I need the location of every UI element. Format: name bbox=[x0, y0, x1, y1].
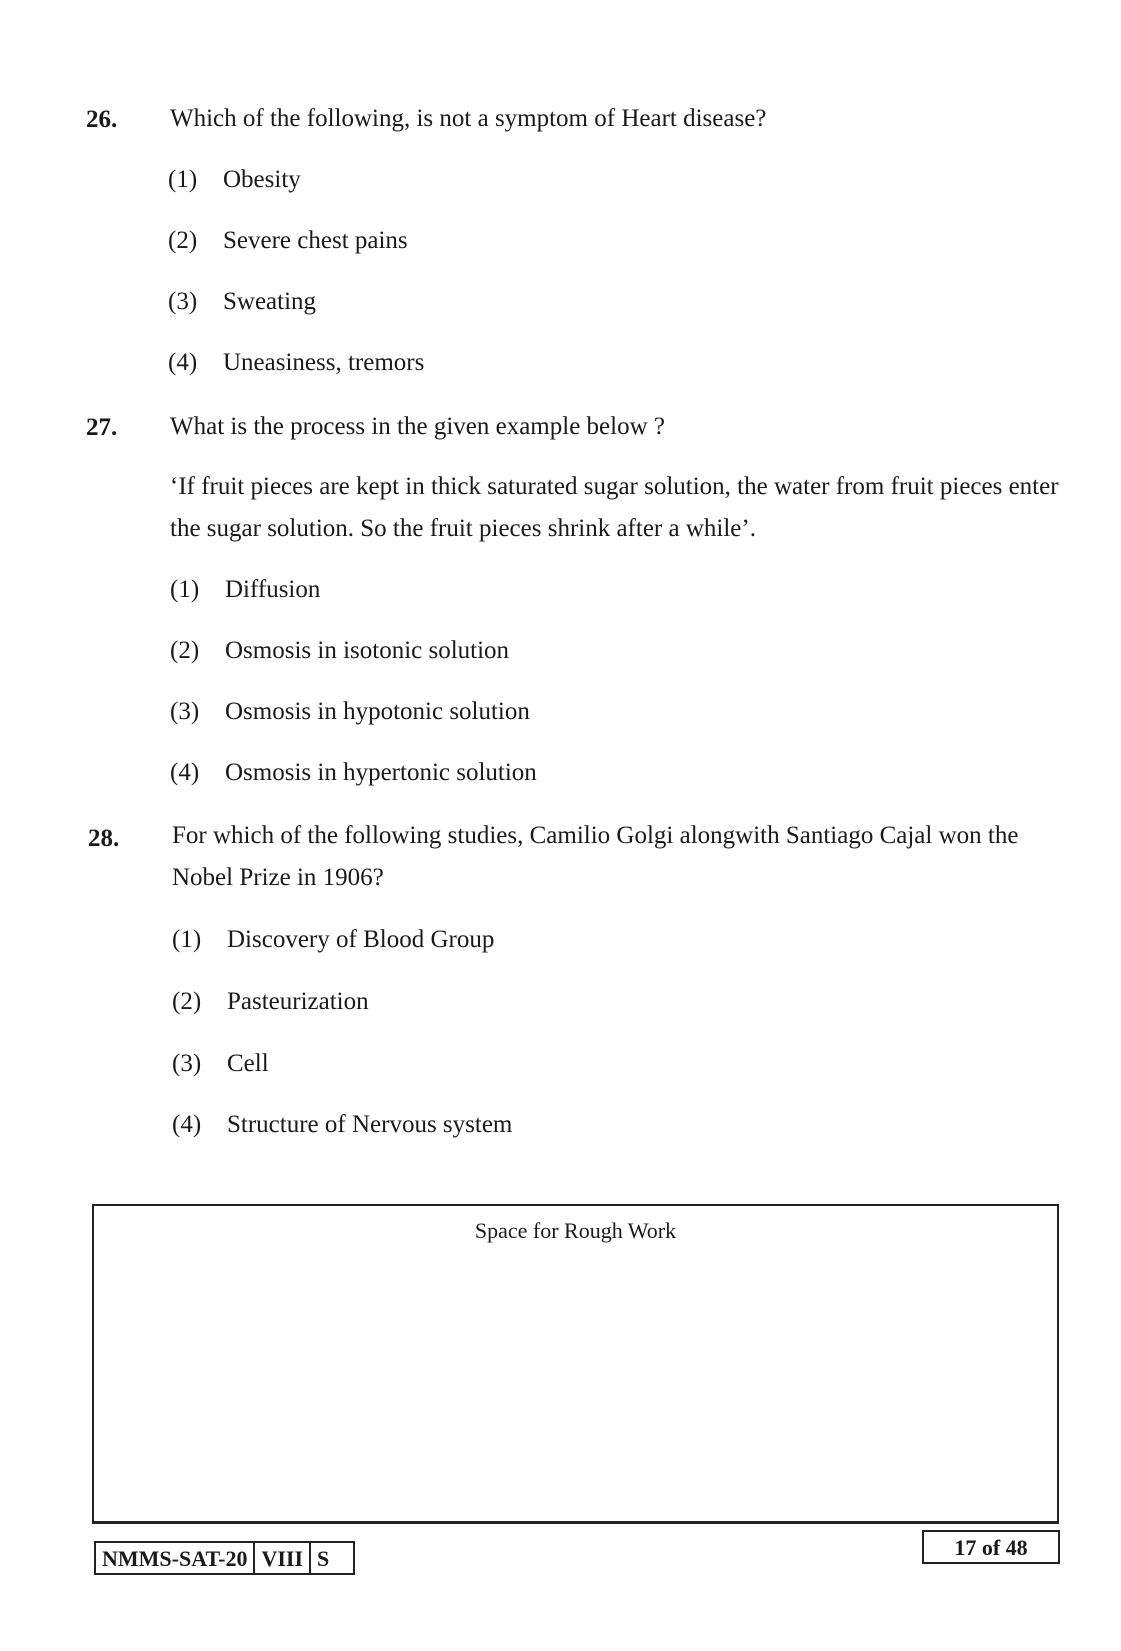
option-number: (1) bbox=[172, 926, 202, 953]
question-27-option-1 bbox=[170, 576, 320, 604]
option-text: Severe chest pains bbox=[223, 227, 408, 254]
exam-series: S bbox=[317, 1546, 330, 1571]
option-number: (4) bbox=[168, 349, 198, 376]
exam-code: NMMS-SAT-20 bbox=[96, 1543, 255, 1573]
question-26-option-4 bbox=[168, 349, 424, 377]
option-text: Obesity bbox=[223, 166, 301, 193]
question-26-number: 26. bbox=[86, 106, 118, 133]
option-number: (3) bbox=[172, 1050, 202, 1077]
option-text: Osmosis in isotonic solution bbox=[225, 637, 510, 664]
option-text: Diffusion bbox=[225, 576, 321, 603]
question-27-option-3 bbox=[170, 698, 530, 726]
question-28-option-4 bbox=[172, 1111, 512, 1139]
question-28-option-2 bbox=[172, 988, 369, 1016]
option-text: Osmosis in hypertonic solution bbox=[225, 759, 537, 786]
option-number: (3) bbox=[168, 288, 198, 315]
question-28-option-1 bbox=[172, 926, 494, 954]
option-text: Discovery of Blood Group bbox=[227, 926, 495, 953]
option-text: Osmosis in hypotonic solution bbox=[225, 698, 530, 725]
option-number: (2) bbox=[170, 637, 200, 664]
option-number: (1) bbox=[168, 166, 198, 193]
question-27-number: 27. bbox=[86, 414, 118, 441]
question-26-text: Which of the following, is not a symptom of Heart disease? bbox=[170, 105, 767, 132]
question-28-option-3 bbox=[172, 1050, 269, 1078]
question-26-option-3 bbox=[168, 288, 316, 316]
question-26-option-1 bbox=[168, 166, 301, 194]
option-text: Pasteurization bbox=[227, 988, 369, 1015]
exam-class: VIII bbox=[255, 1543, 311, 1573]
question-27-option-4 bbox=[170, 759, 537, 787]
question-27-quote: ‘If fruit pieces are kept in thick saturated sugar solution, the water from fruit pieces enter the sugar solution. So the fruit pieces shrink after a while’. bbox=[170, 473, 1059, 542]
option-number: (2) bbox=[172, 988, 202, 1015]
rough-work-title: Space for Rough Work bbox=[474, 1218, 677, 1243]
question-28-text: For which of the following studies, Camilio Golgi alongwith Santiago Cajal won the Nobel Prize in 1906? bbox=[172, 822, 1019, 891]
option-text: Structure of Nervous system bbox=[227, 1111, 513, 1138]
option-number: (4) bbox=[172, 1111, 202, 1138]
option-text: Uneasiness, tremors bbox=[223, 349, 425, 376]
question-26-option-2 bbox=[168, 227, 408, 255]
option-number: (4) bbox=[170, 759, 200, 786]
question-27-option-2 bbox=[170, 637, 509, 665]
page-number: 17 of 48 bbox=[922, 1530, 1060, 1564]
rough-work-box bbox=[92, 1204, 1059, 1524]
option-number: (2) bbox=[168, 227, 198, 254]
option-text: Sweating bbox=[223, 288, 317, 315]
option-text: Cell bbox=[227, 1050, 269, 1077]
option-number: (3) bbox=[170, 698, 200, 725]
question-27-text: What is the process in the given example below ? bbox=[170, 413, 665, 440]
option-number: (1) bbox=[170, 576, 200, 603]
question-28-number: 28. bbox=[88, 825, 120, 852]
exam-code-box bbox=[94, 1541, 355, 1575]
